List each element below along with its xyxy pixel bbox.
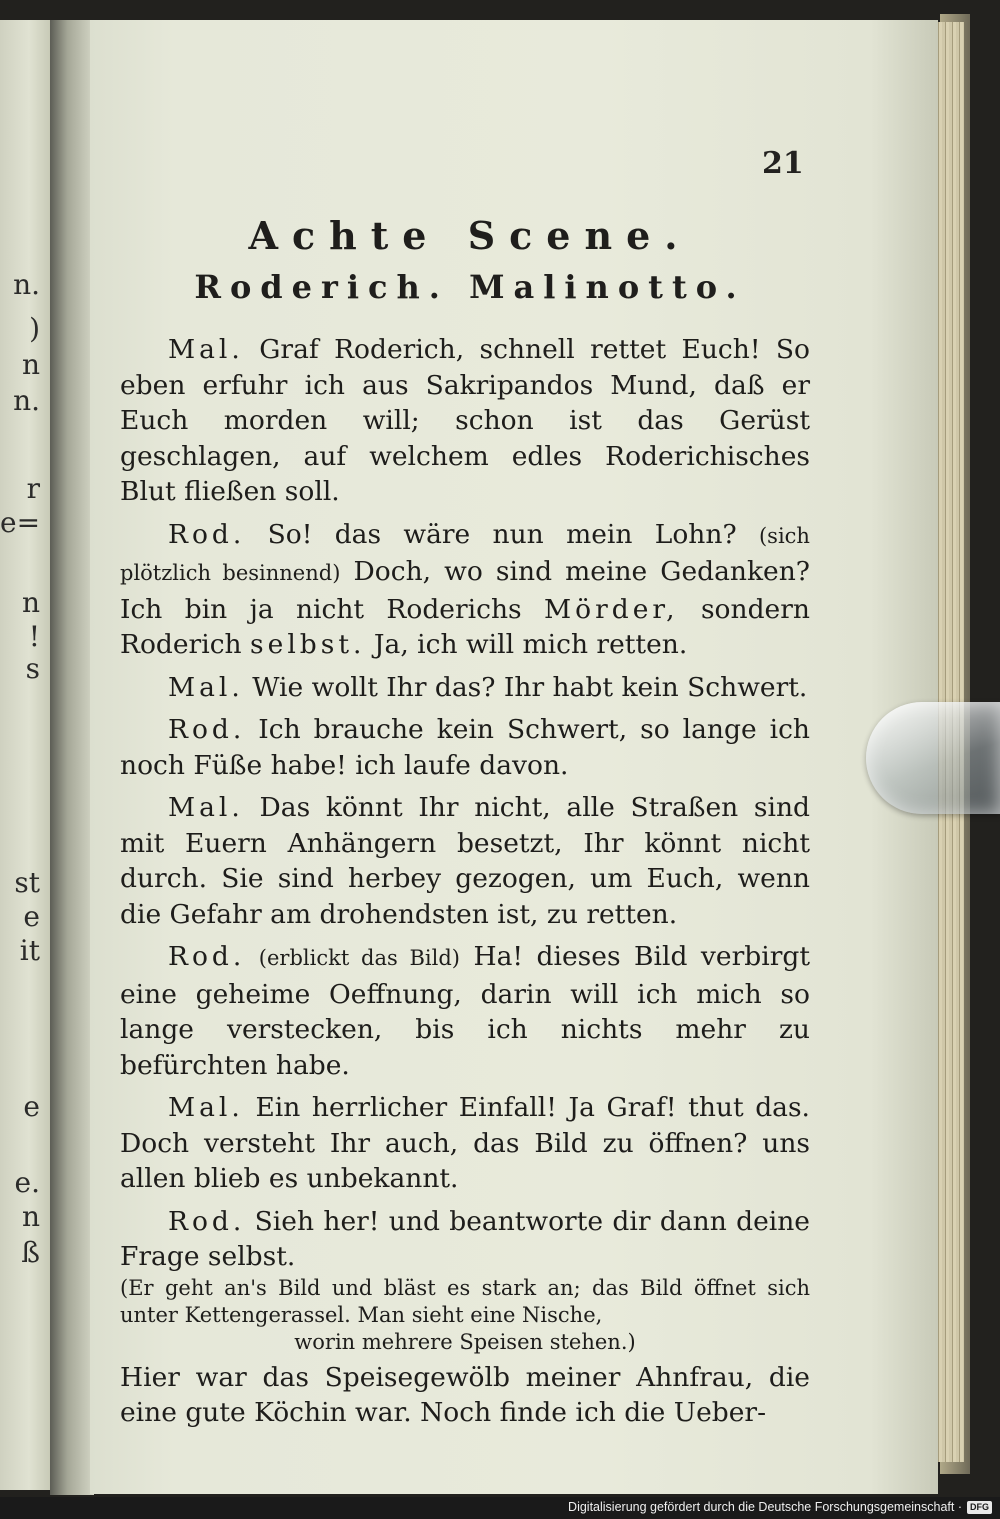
plastic-page-clip bbox=[866, 702, 1000, 814]
speech-paragraph bbox=[120, 1204, 810, 1275]
emphasis-text: selbst. bbox=[250, 629, 366, 660]
left-page-fragment: ) bbox=[29, 312, 40, 345]
speech-text: sondern Roderich bbox=[120, 593, 810, 660]
speech-paragraph bbox=[120, 790, 810, 932]
left-page-fragment: n bbox=[21, 586, 40, 619]
emphasis-text: Mörder, bbox=[544, 593, 679, 625]
speech-paragraph bbox=[120, 517, 810, 663]
speech-text: Das könnt Ihr nicht, alle Straßen sind mit Euern Anhängern besetzt, Ihr könnt nicht durch. Sie sind herbey gezogen, um Euch, wenn die Gefahr am drohendsten ist, zu retten. bbox=[120, 792, 810, 930]
speech-text: Wie wollt Ihr das? Ihr habt kein Schwert. bbox=[252, 671, 808, 703]
speaker-name: Mal. bbox=[168, 671, 244, 703]
continuation-text: Hier war das Speisegewölb meiner Ahnfrau, die eine gute Köchin war. Noch finde ich die Ueber- bbox=[120, 1361, 810, 1428]
stage-direction-block bbox=[120, 1275, 810, 1356]
footer-text: Digitalisierung gefördert durch die Deutsche Forschungsgemeinschaft · bbox=[568, 1500, 962, 1514]
speech-paragraph bbox=[120, 670, 810, 706]
left-page-fragment: s bbox=[25, 652, 40, 685]
speech-paragraph bbox=[120, 712, 810, 783]
left-page-fragment: e bbox=[23, 1090, 40, 1123]
speech-text: Graf Roderich, schnell rettet Euch! So eben erfuhr ich aus Sakripandos Mund, daß er Euch morden will; schon ist das Gerüst geschlagen, auf welchem edles Roderichisches Blut fließen soll. bbox=[120, 334, 810, 507]
speaker-name: Mal. bbox=[168, 334, 244, 365]
left-page-fragment: r bbox=[26, 472, 40, 505]
stage-direction-text: (Er geht an's Bild und bläst es stark an; das Bild öffnet sich unter Kettengerassel. Man sieht eine Nische, bbox=[120, 1275, 810, 1327]
speaker-name: Rod. bbox=[168, 518, 246, 550]
speaker-name: Mal. bbox=[168, 792, 244, 823]
left-page-fragment: e= bbox=[0, 506, 41, 539]
digitization-credit bbox=[568, 1497, 992, 1517]
speech-text: Ja, ich will mich retten. bbox=[373, 629, 688, 660]
left-page-fragment: e bbox=[23, 900, 40, 933]
stage-direction-inline: (erblickt das Bild) bbox=[258, 946, 460, 970]
speech-paragraph bbox=[120, 1090, 810, 1197]
character-list: Roderich. Malinotto. bbox=[194, 268, 746, 306]
left-page-fragment: n bbox=[21, 348, 40, 381]
speaker-name: Rod. bbox=[168, 941, 246, 972]
left-page-fragment: e. bbox=[14, 1166, 40, 1199]
page-body bbox=[120, 332, 810, 1431]
speech-text: Sieh her! und beantworte dir dann deine Frage selbst. bbox=[120, 1205, 810, 1272]
speech-text: So! das wäre nun mein Lohn? bbox=[267, 518, 737, 550]
page-number: 21 bbox=[762, 146, 804, 181]
left-page-fragment: st bbox=[14, 866, 40, 899]
speaker-name: Mal. bbox=[168, 1092, 244, 1123]
speaker-name: Rod. bbox=[168, 714, 246, 745]
speech-text: Ha! dieses Bild verbirgt eine geheime Oeffnung, darin will ich mich so lange verstecken, bis ich nichts mehr zu befürchten habe. bbox=[120, 941, 810, 1081]
stage-direction-inline: (sich plötzlich besinnend) bbox=[120, 523, 810, 585]
left-page-fragment: n. bbox=[13, 268, 40, 301]
speech-text: Doch, wo sind meine Gedanken? Ich bin ja nicht Roderichs bbox=[120, 556, 811, 625]
speech-text: Ein herrlicher Einfall! Ja Graf! thut das. Doch versteht Ihr auch, das Bild zu öffnen? uns allen blieb es unbekannt. bbox=[120, 1092, 810, 1194]
dfg-logo-icon: DFG bbox=[967, 1501, 992, 1514]
left-page-fragment: n bbox=[21, 1200, 40, 1233]
left-page-fragment: n. bbox=[13, 384, 40, 417]
left-page-fragment: ß bbox=[21, 1236, 40, 1269]
left-page-fragment: ! bbox=[28, 620, 40, 653]
left-page-fragment: it bbox=[19, 934, 40, 967]
speech-text: Ich brauche kein Schwert, so lange ich noch Füße habe! ich laufe davon. bbox=[120, 714, 810, 781]
scene-title: Achte Scene. bbox=[248, 213, 692, 258]
stage-direction-text: worin mehrere Speisen stehen.) bbox=[294, 1329, 636, 1354]
speech-paragraph bbox=[120, 939, 810, 1083]
speaker-name: Rod. bbox=[168, 1205, 246, 1237]
speech-paragraph bbox=[120, 332, 810, 510]
book-gutter bbox=[50, 20, 94, 1495]
